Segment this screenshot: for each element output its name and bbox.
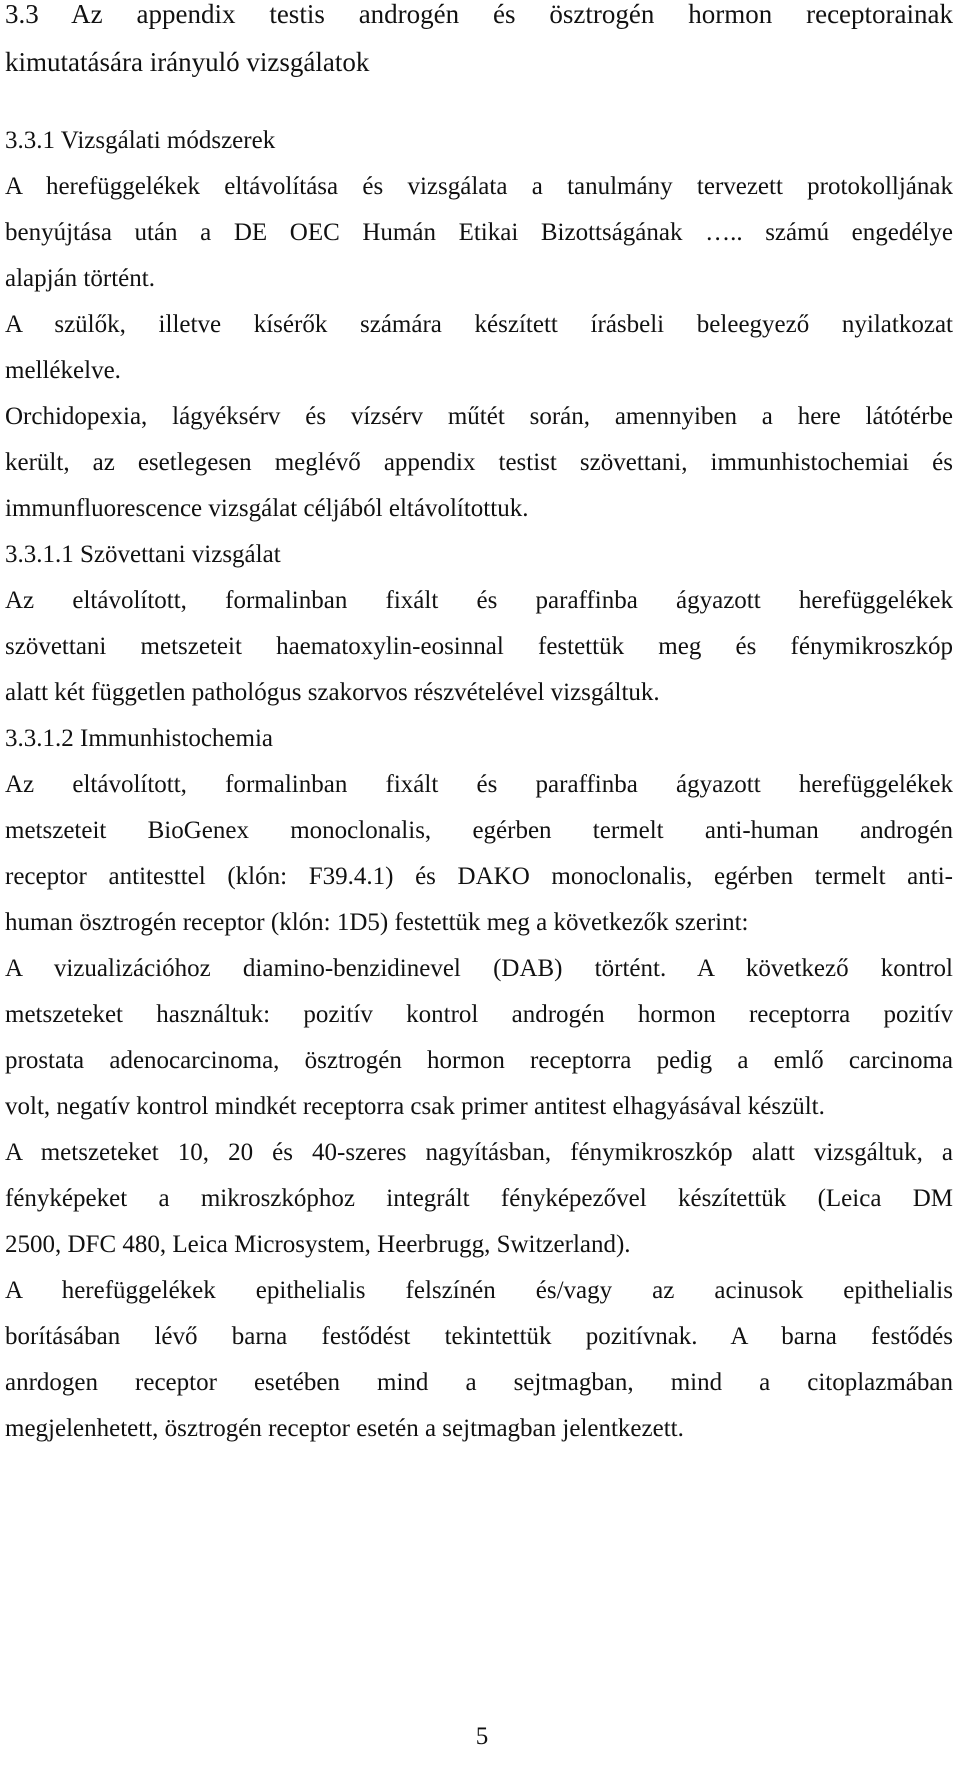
text-line: mellékelve. — [5, 357, 121, 384]
text-line: A herefüggelékek epithelialis felszínén és/vagy az acinusok epithelialis — [5, 1277, 953, 1304]
subsection-title-3-3-1-1: 3.3.1.1 Szövettani vizsgálat — [5, 541, 281, 568]
text-line: alatt két független pathológus szakorvos részvételével vizsgáltuk. — [5, 679, 660, 706]
paragraph-ihc-method — [5, 762, 953, 1130]
text-line: immunfluorescence vizsgálat céljából eltávolítottuk. — [5, 495, 529, 522]
text-line: A szülők, illetve kísérők számára készített írásbeli beleegyező nyilatkozat — [5, 311, 953, 338]
section-heading-3-3 — [5, 0, 953, 86]
paragraph-ethics — [5, 164, 953, 302]
paragraph-histology — [5, 578, 953, 716]
text-line: 2500, DFC 480, Leica Microsystem, Heerbrugg, Switzerland). — [5, 1231, 631, 1258]
page-number: 5 — [475, 1723, 489, 1750]
paragraph-consent — [5, 302, 953, 394]
text-line: receptor antitesttel (klón: F39.4.1) és DAKO monoclonalis, egérben termelt anti- — [5, 863, 953, 890]
text-line: volt, negatív kontrol mindkét receptorra csak primer antitest elhagyásával készült. — [5, 1093, 825, 1120]
text-line: került, az esetlegesen meglévő appendix testist szövettani, immunhistochemiai és — [5, 449, 953, 476]
text-line: A metszeteket 10, 20 és 40-szeres nagyításban, fénymikroszkóp alatt vizsgáltuk, a — [5, 1139, 953, 1166]
text-line: A vizualizációhoz diamino-benzidinevel (DAB) történt. A következő kontrol — [5, 955, 953, 982]
spacer — [5, 86, 953, 118]
text-line: A herefüggelékek eltávolítása és vizsgálata a tanulmány tervezett protokolljának — [5, 173, 953, 200]
text-line: Orchidopexia, lágyéksérv és vízsérv műtét során, amennyiben a here látótérbe — [5, 403, 953, 430]
paragraph-staining-criteria — [5, 1268, 953, 1452]
text-line: borításában lévő barna festődést tekintettük pozitívnak. A barna festődés — [5, 1323, 953, 1350]
text-line: anrdogen receptor esetében mind a sejtmagban, mind a citoplazmában — [5, 1369, 953, 1396]
text-line: Az eltávolított, formalinban fixált és paraffinba ágyazott herefüggelékek — [5, 587, 953, 614]
paragraph-microscopy — [5, 1130, 953, 1268]
text-line: metszeteit BioGenex monoclonalis, egérben termelt anti-human androgén — [5, 817, 953, 844]
text-line: Az eltávolított, formalinban fixált és paraffinba ágyazott herefüggelékek — [5, 771, 953, 798]
text-line: metszeteket használtuk: pozitív kontrol androgén hormon receptorra pozitív — [5, 1001, 953, 1028]
subsection-title-3-3-1: 3.3.1 Vizsgálati módszerek — [5, 127, 276, 154]
text-line: szövettani metszeteit haematoxylin-eosinnal festettük meg és fénymikroszkóp — [5, 633, 953, 660]
text-line: fényképeket a mikroszkóphoz integrált fényképezővel készítettük (Leica DM — [5, 1185, 953, 1212]
subsection-title-3-3-1-2: 3.3.1.2 Immunhistochemia — [5, 725, 274, 752]
text-line: alapján történt. — [5, 265, 155, 292]
heading-line: 3.3 Az appendix testis androgén és ösztrogén hormon receptorainak — [5, 0, 953, 29]
document-page — [5, 0, 953, 1452]
text-line: megjelenhetett, ösztrogén receptor esetén a sejtmagban jelentkezett. — [5, 1415, 684, 1442]
text-line: human ösztrogén receptor (klón: 1D5) festettük meg a következők szerint: — [5, 909, 749, 936]
heading-line: kimutatására irányuló vizsgálatok — [5, 47, 370, 77]
text-line: prostata adenocarcinoma, ösztrogén hormon receptorra pedig a emlő carcinoma — [5, 1047, 953, 1074]
text-line: benyújtása után a DE OEC Humán Etikai Bizottságának ….. számú engedélye — [5, 219, 953, 246]
paragraph-surgery — [5, 394, 953, 532]
